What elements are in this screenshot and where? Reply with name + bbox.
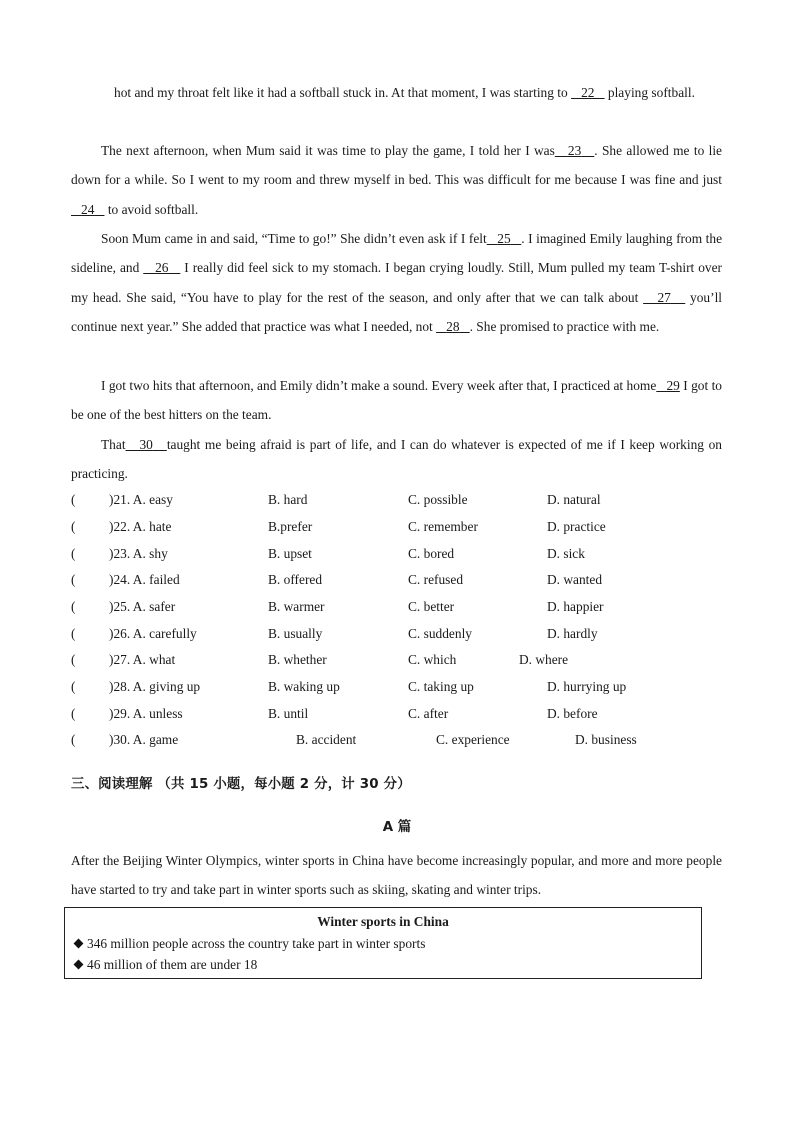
blank-29: 29 — [666, 378, 680, 393]
option-d: D. business — [575, 732, 637, 747]
answer-paren: ( — [71, 546, 76, 561]
option-d: D. practice — [547, 519, 606, 534]
option-d: D. hardly — [547, 626, 598, 641]
diamond-bullet-icon — [74, 960, 84, 970]
option-d: D. sick — [547, 546, 585, 561]
passage-paragraph-4 — [71, 371, 722, 430]
option-d: D. before — [547, 706, 598, 721]
option-c: C. possible — [408, 492, 468, 507]
paragraph-text: I got two hits that afternoon, and Emily didn’t make a sound. Every week after that, I practiced at home — [101, 378, 657, 393]
option-b: B. offered — [268, 572, 323, 587]
option-a: )24. A. failed — [109, 572, 180, 587]
passage-paragraph-1 — [71, 78, 722, 107]
option-a: )23. A. shy — [109, 546, 168, 561]
option-b: B. warmer — [268, 599, 325, 614]
option-d: D. hurrying up — [547, 679, 627, 694]
option-c: C. experience — [436, 732, 510, 747]
option-c: C. after — [408, 706, 449, 721]
answer-paren: ( — [71, 492, 76, 507]
option-c: C. suddenly — [408, 626, 472, 641]
option-b: B.prefer — [268, 519, 313, 534]
section-heading: 三、阅读理解 （共 15 小题，每小题 2 分，计 30 分） — [71, 777, 411, 792]
answer-paren: ( — [71, 519, 76, 534]
blank-23: 23 — [567, 143, 582, 158]
reading-intro: After the Beijing Winter Olympics, winter sports in China have become increasingly popular, and more and more people have started to try and take part in winter sports such as skiing, skating and winter trips. — [71, 853, 722, 898]
blank-24: 24 — [81, 201, 95, 217]
info-box — [64, 907, 702, 979]
option-d: D. happier — [547, 599, 604, 614]
blank-27: 27 — [657, 289, 671, 305]
blank-22: 22 — [581, 85, 595, 100]
paragraph-text: . I imagined Emily laughing from the sideline, and — [71, 231, 723, 276]
option-b: B. hard — [268, 492, 308, 507]
passage-paragraph-3 — [71, 224, 722, 341]
paragraph-text: hot and my throat felt like it had a softball stuck in. At that moment, I was starting to — [114, 85, 572, 100]
option-a: )21. A. easy — [109, 492, 173, 507]
option-b: B. accident — [296, 732, 357, 747]
option-b: B. usually — [268, 626, 323, 641]
option-a: )26. A. carefully — [109, 626, 197, 641]
option-b: B. upset — [268, 546, 312, 561]
paragraph-text: The next afternoon, when Mum said it was time to play the game, I told her I was — [101, 143, 555, 158]
info-line-text: 346 million people across the country take part in winter sports — [87, 936, 426, 951]
option-b: B. until — [268, 706, 309, 721]
blank-25: 25 — [497, 231, 511, 246]
info-line-2 — [74, 957, 257, 973]
blank-28: 28 — [446, 318, 460, 334]
answer-paren: ( — [71, 572, 76, 587]
passage-subtitle: A 篇 — [382, 820, 412, 835]
option-a: )29. A. unless — [109, 706, 183, 721]
option-b: B. whether — [268, 652, 327, 667]
paragraph-text: That — [101, 437, 126, 452]
paragraph-text: I really did feel sick to my stomach. I began crying loudly. Still, Mum pulled my team T-shirt over my head. She said, “You have to play for the rest of the season, and only after that we can talk about — [71, 260, 722, 305]
answer-paren: ( — [71, 599, 76, 614]
answer-paren: ( — [71, 626, 76, 641]
option-c: C. refused — [408, 572, 464, 587]
answer-paren: ( — [71, 652, 76, 667]
paragraph-text: you’ll continue next year.” She added that practice was what I needed, not — [71, 289, 723, 334]
info-box-title: Winter sports in China — [317, 914, 449, 929]
diamond-bullet-icon — [74, 939, 84, 949]
paragraph-text: . She promised to practice with me. — [469, 318, 660, 334]
option-c: C. better — [408, 599, 455, 614]
answer-paren: ( — [71, 679, 76, 694]
option-c: C. taking up — [408, 679, 474, 694]
blank-30: 30 — [139, 437, 153, 452]
answer-paren: ( — [71, 706, 76, 721]
passage-paragraph-5 — [71, 430, 722, 489]
option-d: D. natural — [547, 492, 601, 507]
info-line-text: 46 million of them are under 18 — [87, 957, 258, 972]
option-c: C. bored — [408, 546, 455, 561]
answer-paren: ( — [71, 732, 76, 747]
paragraph-text: . She allowed me to lie down for a while. So I went to my room and threw myself in bed. This was difficult for me because I was fine and just — [71, 143, 722, 188]
info-line-1 — [74, 936, 425, 952]
option-a: )25. A. safer — [109, 599, 176, 614]
option-d: D. wanted — [547, 572, 603, 587]
paragraph-text: playing softball. — [604, 85, 695, 100]
paragraph-text: taught me being afraid is part of life, and I can do whatever is expected of me if I keep working on practicing. — [71, 437, 723, 482]
option-a: )27. A. what — [109, 652, 176, 667]
option-c: C. remember — [408, 519, 478, 534]
option-d: D. where — [519, 652, 569, 667]
option-b: B. waking up — [268, 679, 340, 694]
option-c: C. which — [408, 652, 457, 667]
blank-26: 26 — [155, 260, 169, 276]
option-a: )30. A. game — [109, 732, 179, 747]
paragraph-text: Soon Mum came in and said, “Time to go!” She didn’t even ask if I felt — [101, 231, 487, 246]
passage-paragraph-2 — [71, 136, 722, 224]
paragraph-text: to avoid softball. — [104, 201, 199, 217]
option-a: )28. A. giving up — [109, 679, 201, 694]
option-a: )22. A. hate — [109, 519, 172, 534]
paragraph-text: I got to be one of the best hitters on the team. — [71, 378, 723, 423]
